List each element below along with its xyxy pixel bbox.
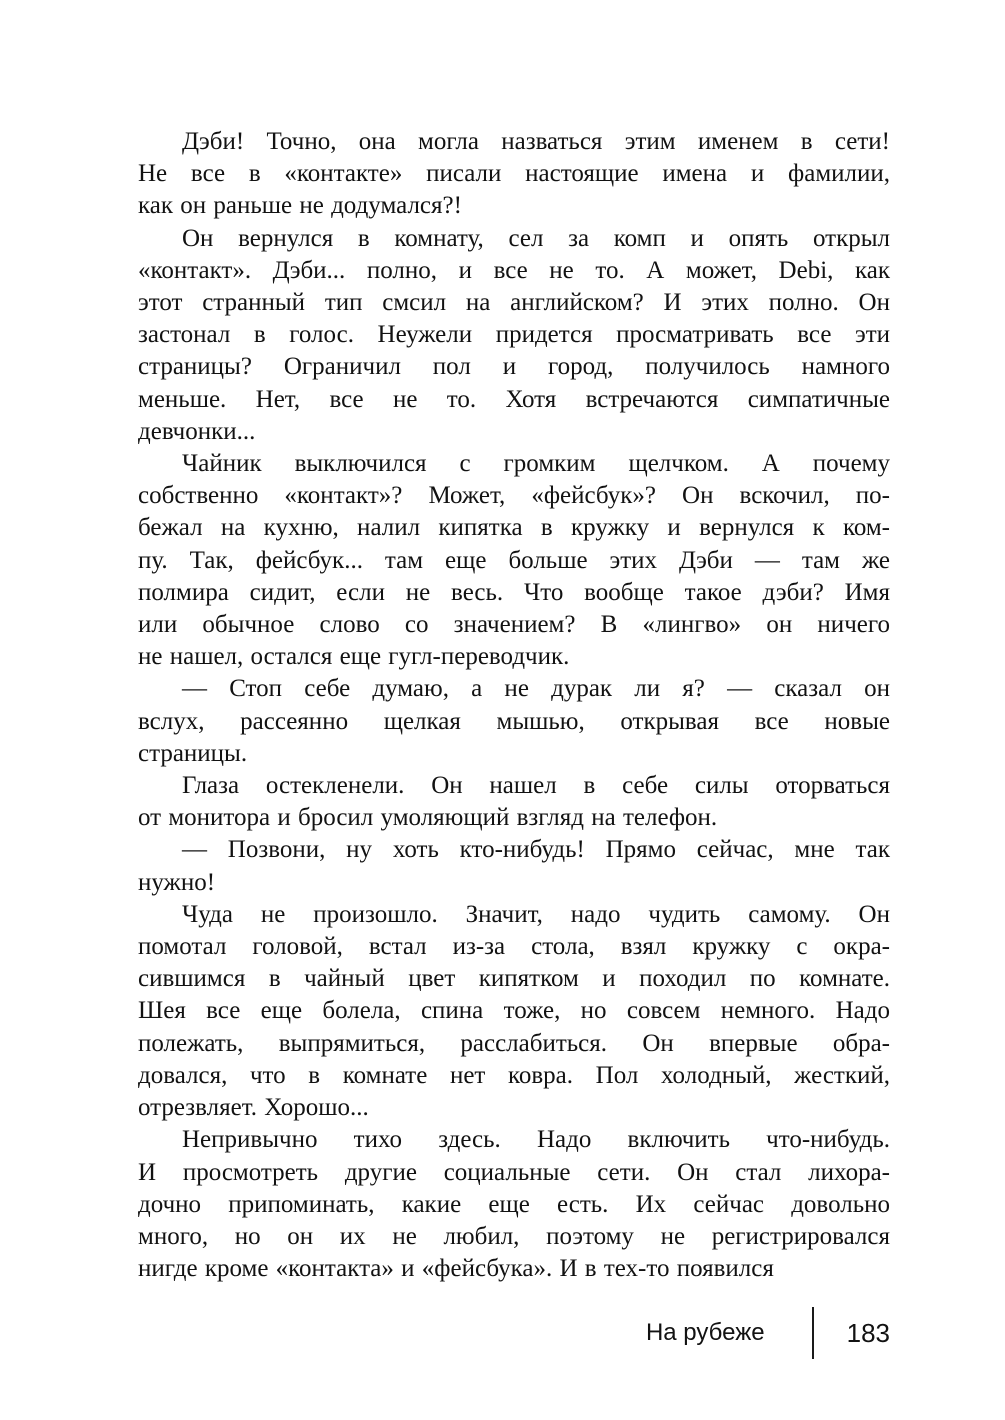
text-line: бежал на кухню, налил кипятка в кружку и вернулся к ком- — [138, 514, 890, 542]
text-line: нужно! — [138, 868, 216, 896]
text-line: Он вернулся в комнату, сел за комп и опять открыл — [182, 224, 890, 252]
text-line: довался, что в комнате нет ковра. Пол холодный, жесткий, — [138, 1061, 890, 1089]
page-number: 183 — [846, 1317, 890, 1348]
text-line: полежать, выпрямиться, расслабиться. Он впервые обра- — [138, 1029, 890, 1057]
text-line: Дэби! Точно, она могла назваться этим именем в сети! — [182, 128, 890, 155]
running-title: На рубеже — [645, 1319, 765, 1346]
page-footer — [138, 1306, 890, 1360]
text-line: Чайник выключился с громким щелчком. А почему — [182, 450, 890, 478]
paragraph — [138, 126, 890, 223]
paragraph — [138, 448, 890, 673]
text-line: Шея все еще болела, спина тоже, но совсем немного. Надо — [138, 997, 890, 1025]
paragraph — [138, 834, 890, 898]
text-line: полмира сидит, если не весь. Что вообще такое дэби? Имя — [138, 578, 890, 606]
text-line: пу. Так, фейсбук... там еще больше этих Дэби — там же — [138, 546, 890, 574]
text-line: от монитора и бросил умоляющий взгляд на телефон. — [138, 804, 718, 832]
text-line: много, но он их не любил, поэтому не регистрировался — [138, 1222, 890, 1250]
text-line: нигде кроме «контакта» и «фейсбука». И в тех-то появился — [138, 1255, 774, 1283]
text-line: помотал головой, встал из-за стола, взял кружку с окра- — [138, 933, 890, 961]
text-line: Непривычно тихо здесь. Надо включить что-нибудь. — [182, 1126, 890, 1154]
paragraph — [138, 1124, 890, 1285]
text-line: — Стоп себе думаю, а не дурак ли я? — сказал он — [182, 675, 890, 703]
text-line: Глаза остекленели. Он нашел в себе силы оторваться — [182, 772, 890, 800]
text-line: — Позвони, ну хоть кто-нибудь! Прямо сейчас, мне так — [182, 836, 890, 864]
footer-divider — [812, 1307, 814, 1359]
page-text — [138, 126, 890, 1285]
text-line: страницы. — [138, 739, 248, 767]
text-line: страницы? Ограничил пол и город, получилось намного — [138, 353, 890, 381]
text-line: этот странный тип смсил на английском? И этих полно. Он — [138, 289, 890, 317]
text-line: И просмотреть другие социальные сети. Он стал лихора- — [138, 1158, 890, 1186]
paragraph — [138, 770, 890, 834]
text-line: не нашел, остался еще гугл-переводчик. — [138, 643, 570, 671]
text-line: как он раньше не додумался?! — [138, 192, 462, 220]
text-line: Чуда не произошло. Значит, надо чудить самому. Он — [182, 900, 890, 928]
paragraph — [138, 223, 890, 448]
text-line: Не все в «контакте» писали настоящие имена и фамилии, — [138, 160, 890, 188]
text-line: или обычное слово со значением? В «лингво» он ничего — [138, 611, 890, 639]
text-line: сившимся в чайный цвет кипятком и походил по комнате. — [138, 965, 890, 993]
text-line: застонал в голос. Неужели придется просматривать все эти — [138, 321, 890, 349]
text-line: собственно «контакт»? Может, «фейсбук»? Он вскочил, по- — [138, 482, 890, 510]
text-line: отрезвляет. Хорошо... — [138, 1094, 369, 1122]
paragraph — [138, 899, 890, 1124]
text-line: девчонки... — [138, 417, 256, 445]
text-line: дочно припоминать, какие еще есть. Их сейчас довольно — [138, 1190, 890, 1218]
text-line: вслух, рассеянно щелкая мышью, открывая все новые — [138, 707, 890, 735]
paragraph — [138, 673, 890, 770]
text-line: «контакт». Дэби... полно, и все не то. А может, Debi, как — [138, 256, 890, 284]
text-line: меньше. Нет, все не то. Хотя встречаются симпатичные — [138, 385, 890, 413]
